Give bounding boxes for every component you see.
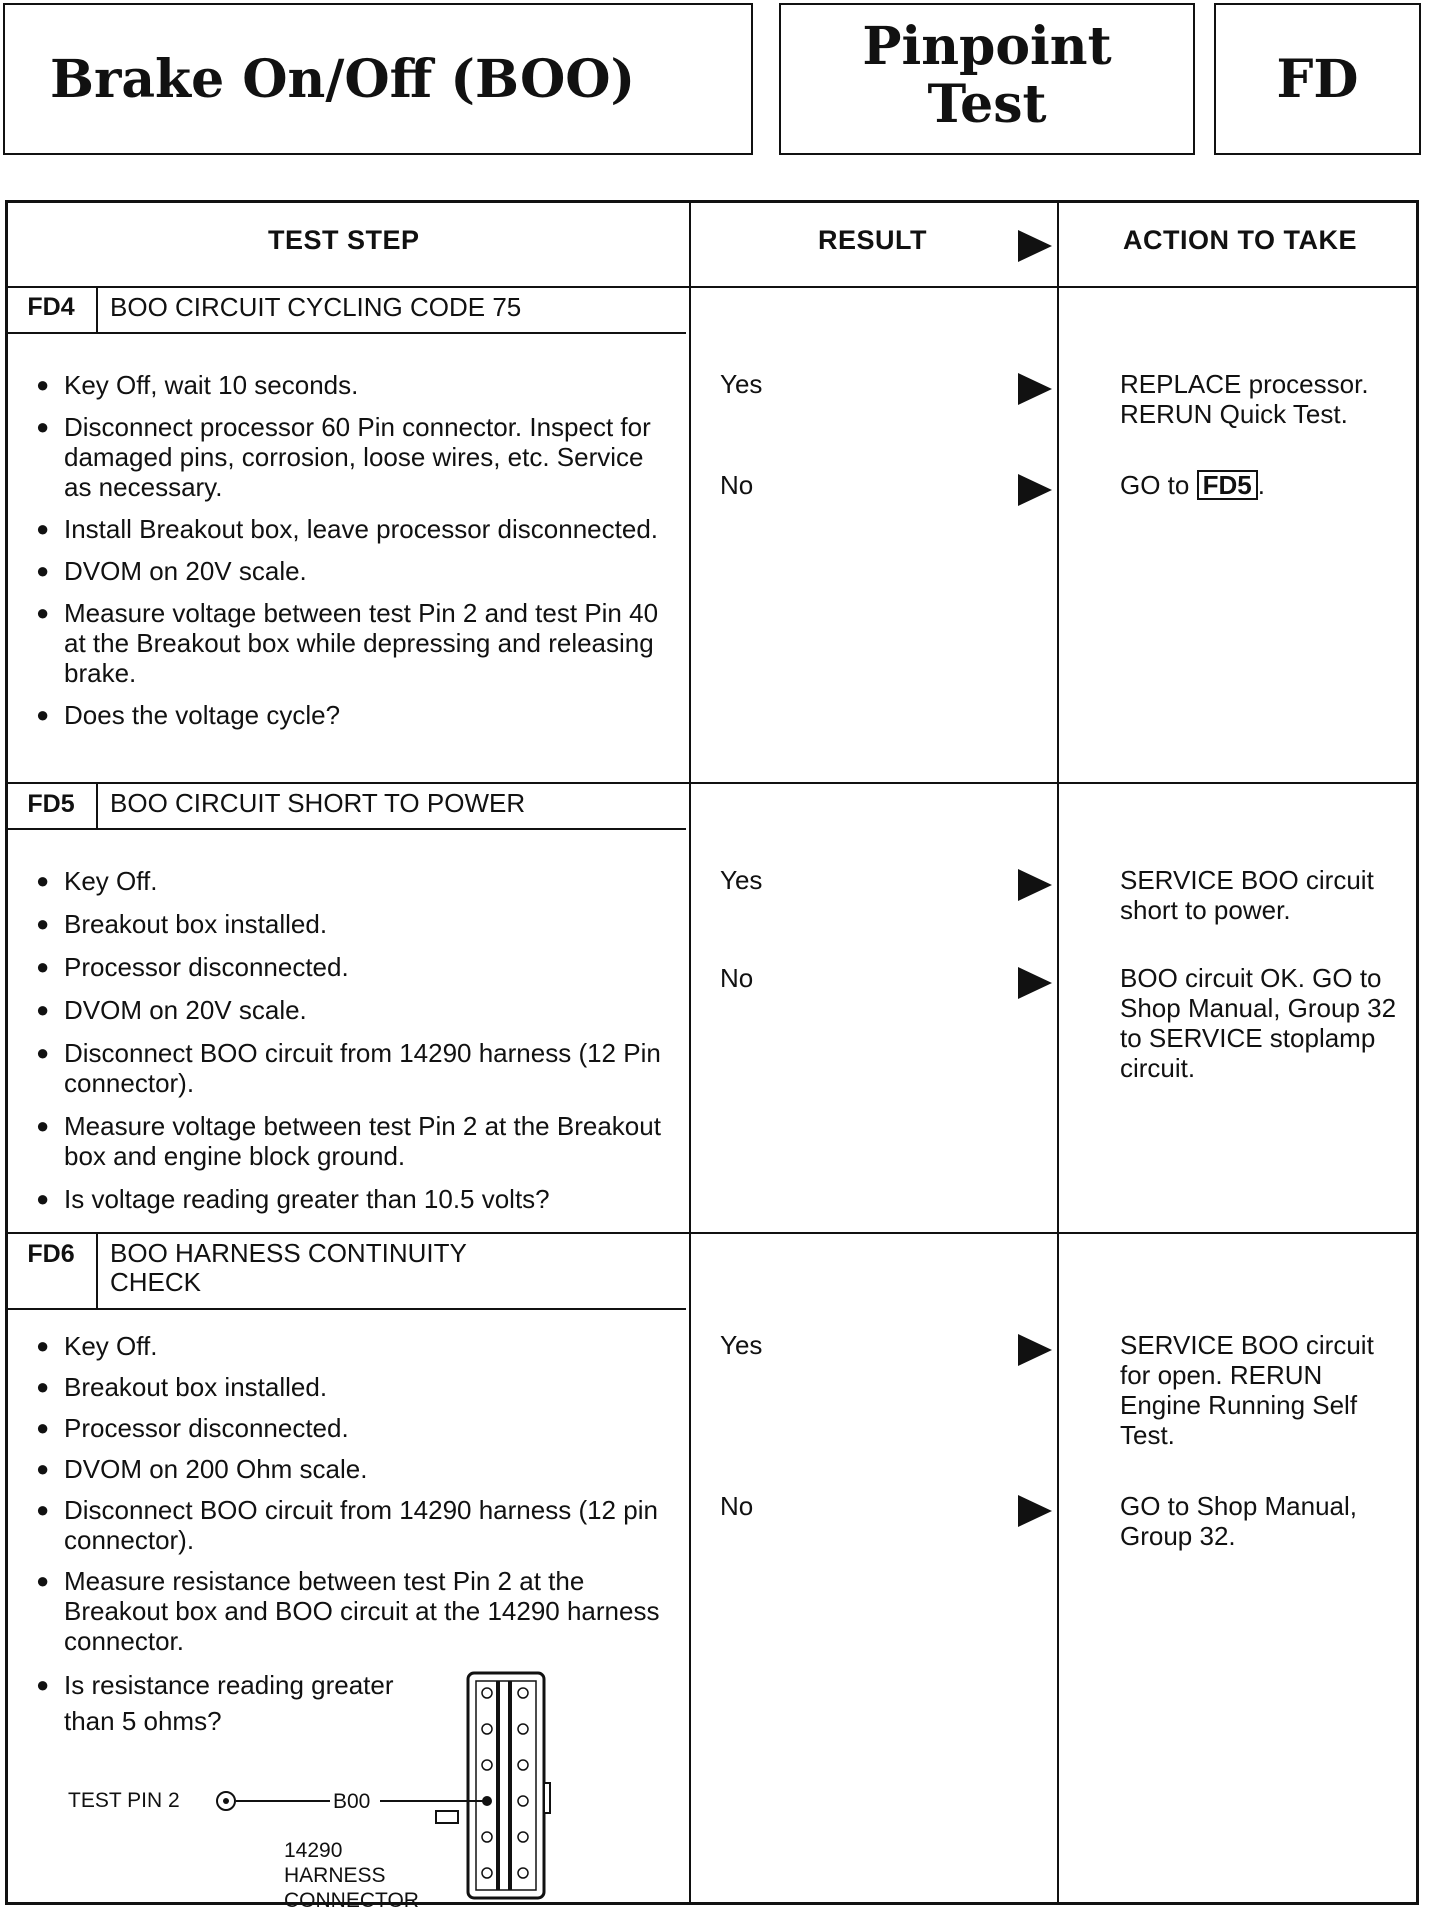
section-title-rule (8, 1308, 686, 1310)
col-header-action: ACTION TO TAKE (1123, 225, 1357, 255)
section-title-rule (8, 828, 686, 830)
step-item: ● DVOM on 20V scale. (36, 995, 676, 1025)
step-item: ● Does the voltage cycle? (36, 700, 676, 730)
col-header-test-step: TEST STEP (268, 225, 420, 255)
test-type-line1: Pinpoint (862, 16, 1112, 77)
step-item: ● Is resistance reading greater than 5 ohms? (36, 1667, 394, 1739)
step-item: ● Measure voltage between test Pin 2 at the Breakout box and engine block ground. (36, 1111, 676, 1171)
connector-label-line2: HARNESS (284, 1864, 386, 1887)
section-title: BOO CIRCUIT SHORT TO POWER (110, 788, 526, 818)
section-id: FD6 (27, 1240, 75, 1268)
section-id-divider (96, 783, 98, 829)
step-item: ● Disconnect BOO circuit from 14290 harness (12 pin connector). (36, 1495, 676, 1555)
step-item: ● Key Off. (36, 866, 676, 896)
section-id: FD5 (27, 790, 75, 818)
section-title-rule (8, 332, 686, 334)
title-box (3, 3, 753, 155)
goto-suffix: . (1257, 470, 1265, 500)
step-item: ● Measure voltage between test Pin 2 and test Pin 40 at the Breakout box while depressing and releasing brake. (36, 598, 676, 688)
result-yes: Yes (720, 1330, 763, 1360)
step-item: ● Key Off, wait 10 seconds. (36, 370, 676, 400)
action-text: REPLACE processor. RERUN Quick Test. (1120, 369, 1369, 429)
goto-step-ref[interactable]: FD5 (1197, 470, 1258, 500)
header-rule (8, 286, 1416, 288)
col-divider-1 (689, 203, 691, 1902)
step-item: ● Is voltage reading greater than 10.5 volts? (36, 1184, 676, 1214)
test-type-box (779, 3, 1195, 155)
action-text: SERVICE BOO circuit for open. RERUN Engine Running Self Test. (1120, 1330, 1374, 1450)
action-text: BOO circuit OK. GO to Shop Manual, Group 32 to SERVICE stoplamp circuit. (1120, 963, 1397, 1083)
step-list (36, 866, 676, 1214)
wire-label: B00 (333, 1790, 371, 1813)
action-goto (1120, 470, 1420, 500)
result-no: No (720, 1491, 754, 1521)
test-pin-label: TEST PIN 2 (68, 1789, 180, 1812)
arrow-icon (1018, 1495, 1052, 1527)
result-yes: Yes (720, 369, 763, 399)
step-item: ● Breakout box installed. (36, 909, 676, 939)
section-id-divider (96, 287, 98, 333)
action-text: GO to Shop Manual, Group 32. (1120, 1491, 1358, 1551)
section-id-divider (96, 1233, 98, 1308)
section-title: BOO CIRCUIT CYCLING CODE 75 (110, 292, 522, 322)
col-header-result: RESULT (818, 225, 927, 255)
step-item: ● DVOM on 200 Ohm scale. (36, 1454, 676, 1484)
arrow-icon (1018, 474, 1052, 506)
test-code: FD (1276, 48, 1359, 110)
step-item: ● Breakout box installed. (36, 1372, 676, 1402)
test-type-line2: Test (927, 74, 1047, 135)
step-item: ● Install Breakout box, leave processor disconnected. (36, 514, 676, 544)
section-rule-fd5 (8, 782, 1416, 784)
step-item: ● DVOM on 20V scale. (36, 556, 676, 586)
arrow-icon (1018, 373, 1052, 405)
step-item: ● Processor disconnected. (36, 1413, 676, 1443)
section-rule-fd6 (8, 1232, 1416, 1234)
step-item: ● Key Off. (36, 1331, 676, 1361)
step-item: ● Disconnect BOO circuit from 14290 harness (12 Pin connector). (36, 1038, 676, 1098)
header-arrow-icon (1018, 230, 1052, 262)
step-list (36, 370, 676, 730)
result-yes: Yes (720, 865, 763, 895)
arrow-icon (1018, 1334, 1052, 1366)
section-title-line2: CHECK (110, 1267, 202, 1297)
arrow-icon (1018, 869, 1052, 901)
arrow-icon (1018, 967, 1052, 999)
step-item: ● Disconnect processor 60 Pin connector. Inspect for damaged pins, corrosion, loose wires, etc. Service as necessary. (36, 412, 676, 502)
action-text: SERVICE BOO circuit short to power. (1120, 865, 1374, 925)
pinpoint-table (5, 200, 1419, 1912)
connector-label-line3: CONNECTOR (284, 1889, 419, 1912)
col-divider-2 (1057, 203, 1059, 1902)
harness-connector-diagram (48, 1663, 568, 1912)
test-code-box (1214, 3, 1421, 155)
section-title-line1: BOO HARNESS CONTINUITY (110, 1238, 467, 1268)
section-id: FD4 (27, 293, 75, 321)
goto-prefix: GO to (1120, 470, 1190, 500)
page-title: Brake On/Off (BOO) (50, 48, 636, 110)
result-no: No (720, 963, 754, 993)
step-item: ● Processor disconnected. (36, 952, 676, 982)
connector-label-line1: 14290 (284, 1839, 343, 1862)
step-item: ● Measure resistance between test Pin 2 at the Breakout box and BOO circuit at the 14290 harness connector. (36, 1566, 676, 1656)
result-no: No (720, 470, 754, 500)
